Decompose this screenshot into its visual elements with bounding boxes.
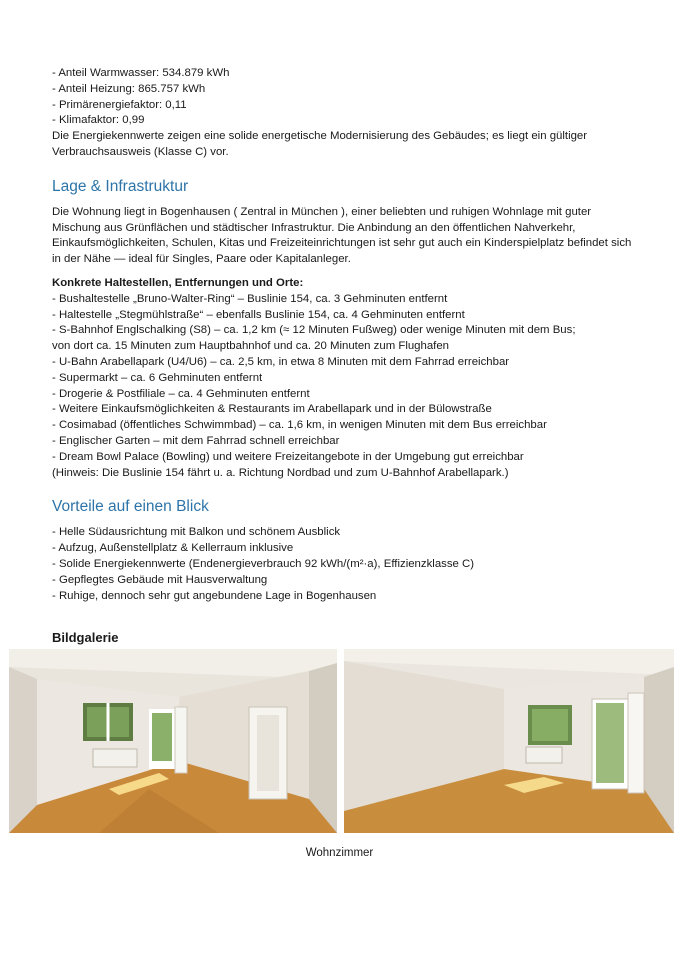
gallery-title: Bildgalerie bbox=[52, 630, 119, 645]
gallery-photo-living-room-2 bbox=[344, 649, 674, 833]
list-item: - Aufzug, Außenstellplatz & Kellerraum inklusive bbox=[52, 542, 294, 555]
list-item: - Helle Südausrichtung mit Balkon und schönem Ausblick bbox=[52, 526, 341, 539]
list-item: - Ruhige, dennoch sehr gut angebundene Lage in Bogenhausen bbox=[52, 589, 377, 602]
list-item: - Bushaltestelle „Bruno-Walter-Ring“ – Buslinie 154, ca. 3 Gehminuten entfernt bbox=[52, 292, 448, 305]
advantages-list bbox=[52, 525, 642, 604]
gallery-caption: Wohnzimmer bbox=[305, 847, 374, 859]
location-heading: Lage & Infrastruktur bbox=[52, 177, 189, 195]
list-item: (Hinweis: Die Buslinie 154 fährt u. a. Richtung Nordbad und zum U-Bahnhof Arabellapark.) bbox=[52, 466, 509, 479]
list-item: - Weitere Einkaufsmöglichkeiten & Restaurants im Arabellapark und in der Bülowstraße bbox=[52, 403, 492, 416]
list-item: - U-Bahn Arabellapark (U4/U6) – ca. 2,5 km, in etwa 8 Minuten mit dem Fahrrad erreichbar bbox=[52, 355, 510, 368]
advantages-heading: Vorteile auf einen Blick bbox=[52, 498, 209, 516]
list-item: von dort ca. 15 Minuten zum Hauptbahnhof und ca. 20 Minuten zum Flughafen bbox=[52, 340, 450, 353]
energy-summary: Die Energiekennwerte zeigen eine solide energetische Modernisierung des Gebäudes; es liegt ein gültiger Verbrauchsausweis (Klasse C) vor. bbox=[52, 130, 588, 158]
list-item: - Supermarkt – ca. 6 Gehminuten entfernt bbox=[52, 371, 263, 384]
energy-climate-factor: - Klimafaktor: 0,99 bbox=[52, 114, 145, 127]
gallery-photo-living-room-1 bbox=[9, 649, 337, 833]
location-intro: Die Wohnung liegt in Bogenhausen ( Zentral in München ), einer beliebten und ruhigen Wohnlage mit guter Mischung aus Grünflächen und städtischer Infrastruktur. Die Anbindung an den öffentlichen Nahverkehr, Einkaufsmöglichkeiten, Schulen, Kitas und Freizeiteinrichtungen ist sehr gut auch ein Kinderspielplatz befindet sich in der Nähe — ideal für Singles, Paare oder Kapitalanleger. bbox=[52, 205, 632, 266]
list-item: - Cosimabad (öffentliches Schwimmbad) – ca. 1,6 km, in wenigen Minuten mit dem Bus erreichbar bbox=[52, 419, 547, 432]
list-item: - Drogerie & Postfiliale – ca. 4 Gehminuten entfernt bbox=[52, 387, 310, 400]
energy-primary-factor: - Primärenergiefaktor: 0,11 bbox=[52, 98, 187, 111]
location-list bbox=[52, 292, 642, 482]
list-item: - Gepflegtes Gebäude mit Hausverwaltung bbox=[52, 573, 268, 586]
location-subheading: Konkrete Haltestellen, Entfernungen und Orte: bbox=[52, 276, 304, 289]
document-body bbox=[52, 66, 642, 604]
energy-warmwater: - Anteil Warmwasser: 534.879 kWh bbox=[52, 67, 230, 79]
list-item: - Haltestelle „Stegmühlstraße“ – ebenfalls Buslinie 154, ca. 4 Gehminuten entfernt bbox=[52, 308, 465, 321]
list-item: - Solide Energiekennwerte (Endenergieverbrauch 92 kWh/(m²·a), Effizienzklasse C) bbox=[52, 557, 475, 570]
list-item: - Dream Bowl Palace (Bowling) und weitere Freizeitangebote in der Umgebung gut erreichbar bbox=[52, 450, 524, 463]
list-item: - S-Bahnhof Englschalking (S8) – ca. 1,2 km (≈ 12 Minuten Fußweg) oder wenige Minuten mit dem Bus; bbox=[52, 324, 576, 337]
energy-heating: - Anteil Heizung: 865.757 kWh bbox=[52, 82, 206, 95]
list-item: - Englischer Garten – mit dem Fahrrad schnell erreichbar bbox=[52, 434, 340, 447]
